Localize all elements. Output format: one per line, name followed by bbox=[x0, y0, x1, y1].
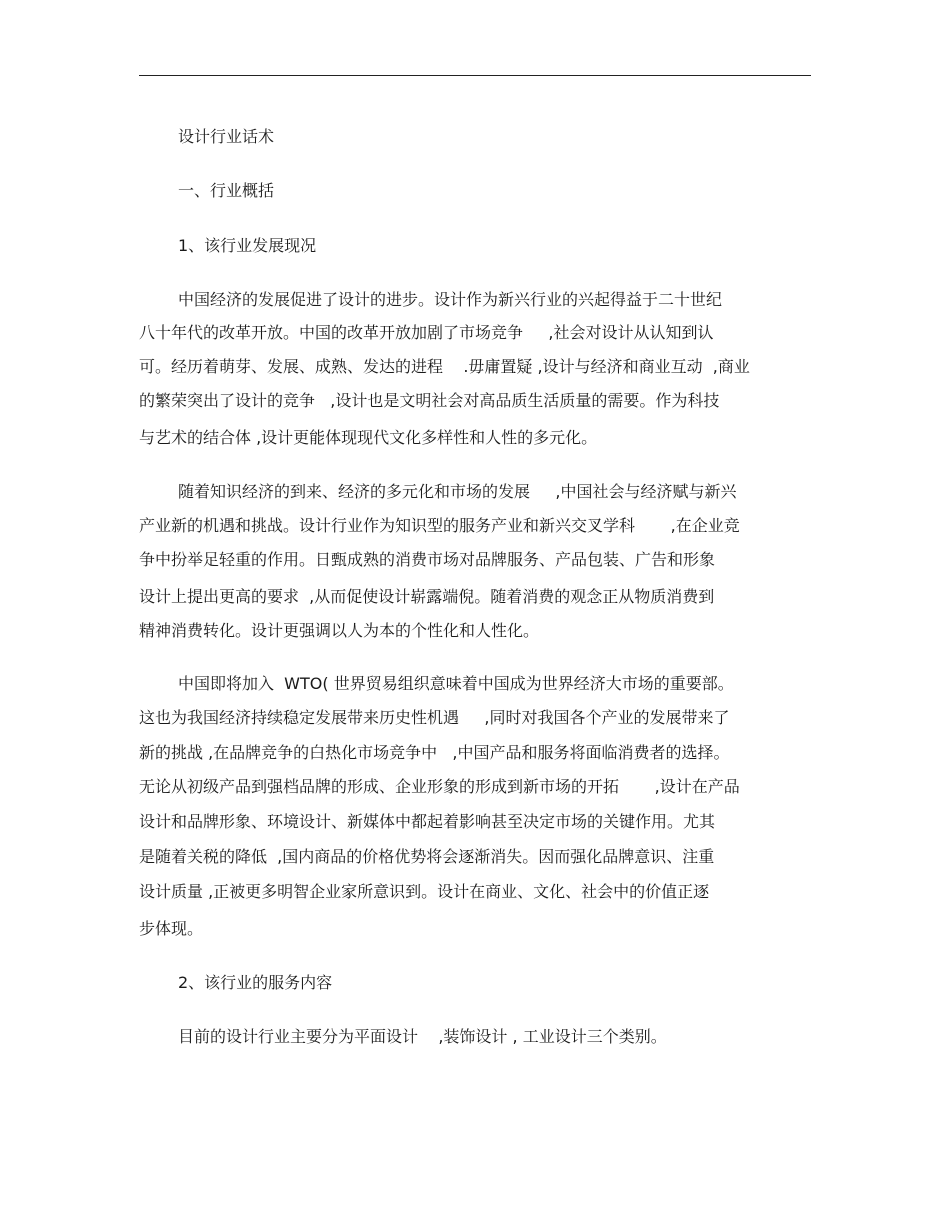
paragraph-line: 可。经历着萌芽、发展、成熟、发达的进程 .毋庸置疑 ,设计与经济和商业互动 ,商业 bbox=[139, 357, 750, 376]
paragraph-line: 的繁荣突出了设计的竞争 ,设计也是文明社会对高品质生活质量的需要。作为科技 bbox=[139, 391, 720, 410]
paragraph-line: 中国经济的发展促进了设计的进步。设计作为新兴行业的兴起得益于二十世纪 bbox=[178, 290, 723, 309]
paragraph-line: 目前的设计行业主要分为平面设计 ,装饰设计 , 工业设计三个类别。 bbox=[178, 1027, 667, 1046]
paragraph-line: 是随着关税的降低 ,国内商品的价格优势将会逐渐消失。因而强化品牌意识、注重 bbox=[139, 847, 715, 866]
document-title: 设计行业话术 bbox=[178, 127, 275, 146]
paragraph-line: 中国即将加入 WTO( 世界贸易组织意味着中国成为世界经济大市场的重要部。 bbox=[178, 674, 734, 693]
subsection-heading: 2、该行业的服务内容 bbox=[178, 973, 333, 992]
paragraph-line: 八十年代的改革开放。中国的改革开放加剧了市场竞争 ,社会对设计从认知到认 bbox=[139, 323, 714, 342]
paragraph-line: 设计上提出更高的要求 ,从而促使设计崭露端倪。随着消费的观念正从物质消费到 bbox=[139, 587, 715, 606]
paragraph-line: 与艺术的结合体 ,设计更能体现现代文化多样性和人性的多元化。 bbox=[139, 428, 598, 447]
paragraph-line: 步体现。 bbox=[139, 919, 204, 938]
paragraph-line: 无论从初级产品到强档品牌的形成、企业形象的形成到新市场的开拓 ,设计在产品 bbox=[139, 777, 740, 796]
section-heading: 一、行业概括 bbox=[178, 181, 275, 200]
paragraph-line: 产业新的机遇和挑战。设计行业作为知识型的服务产业和新兴交叉学科 ,在企业竞 bbox=[139, 516, 740, 535]
paragraph-line: 设计质量 ,正被更多明智企业家所意识到。设计在商业、文化、社会中的价值正逐 bbox=[139, 882, 710, 901]
header-rule bbox=[139, 75, 811, 76]
paragraph-line: 这也为我国经济持续稳定发展带来历史性机遇 ,同时对我国各个产业的发展带来了 bbox=[139, 708, 730, 727]
paragraph-line: 新的挑战 ,在品牌竞争的白热化市场竞争中 ,中国产品和服务将面临消费者的选择。 bbox=[139, 743, 730, 762]
paragraph-line: 精神消费转化。设计更强调以人为本的个性化和人性化。 bbox=[139, 621, 540, 640]
paragraph-line: 争中扮举足轻重的作用。日甄成熟的消费市场对品牌服务、产品包装、广告和形象 bbox=[139, 550, 716, 569]
subsection-heading: 1、该行业发展现况 bbox=[178, 236, 317, 255]
paragraph-line: 设计和品牌形象、环境设计、新媒体中都起着影响甚至决定市场的关键作用。尤其 bbox=[139, 812, 716, 831]
paragraph-line: 随着知识经济的到来、经济的多元化和市场的发展 ,中国社会与经济赋与新兴 bbox=[178, 482, 737, 501]
